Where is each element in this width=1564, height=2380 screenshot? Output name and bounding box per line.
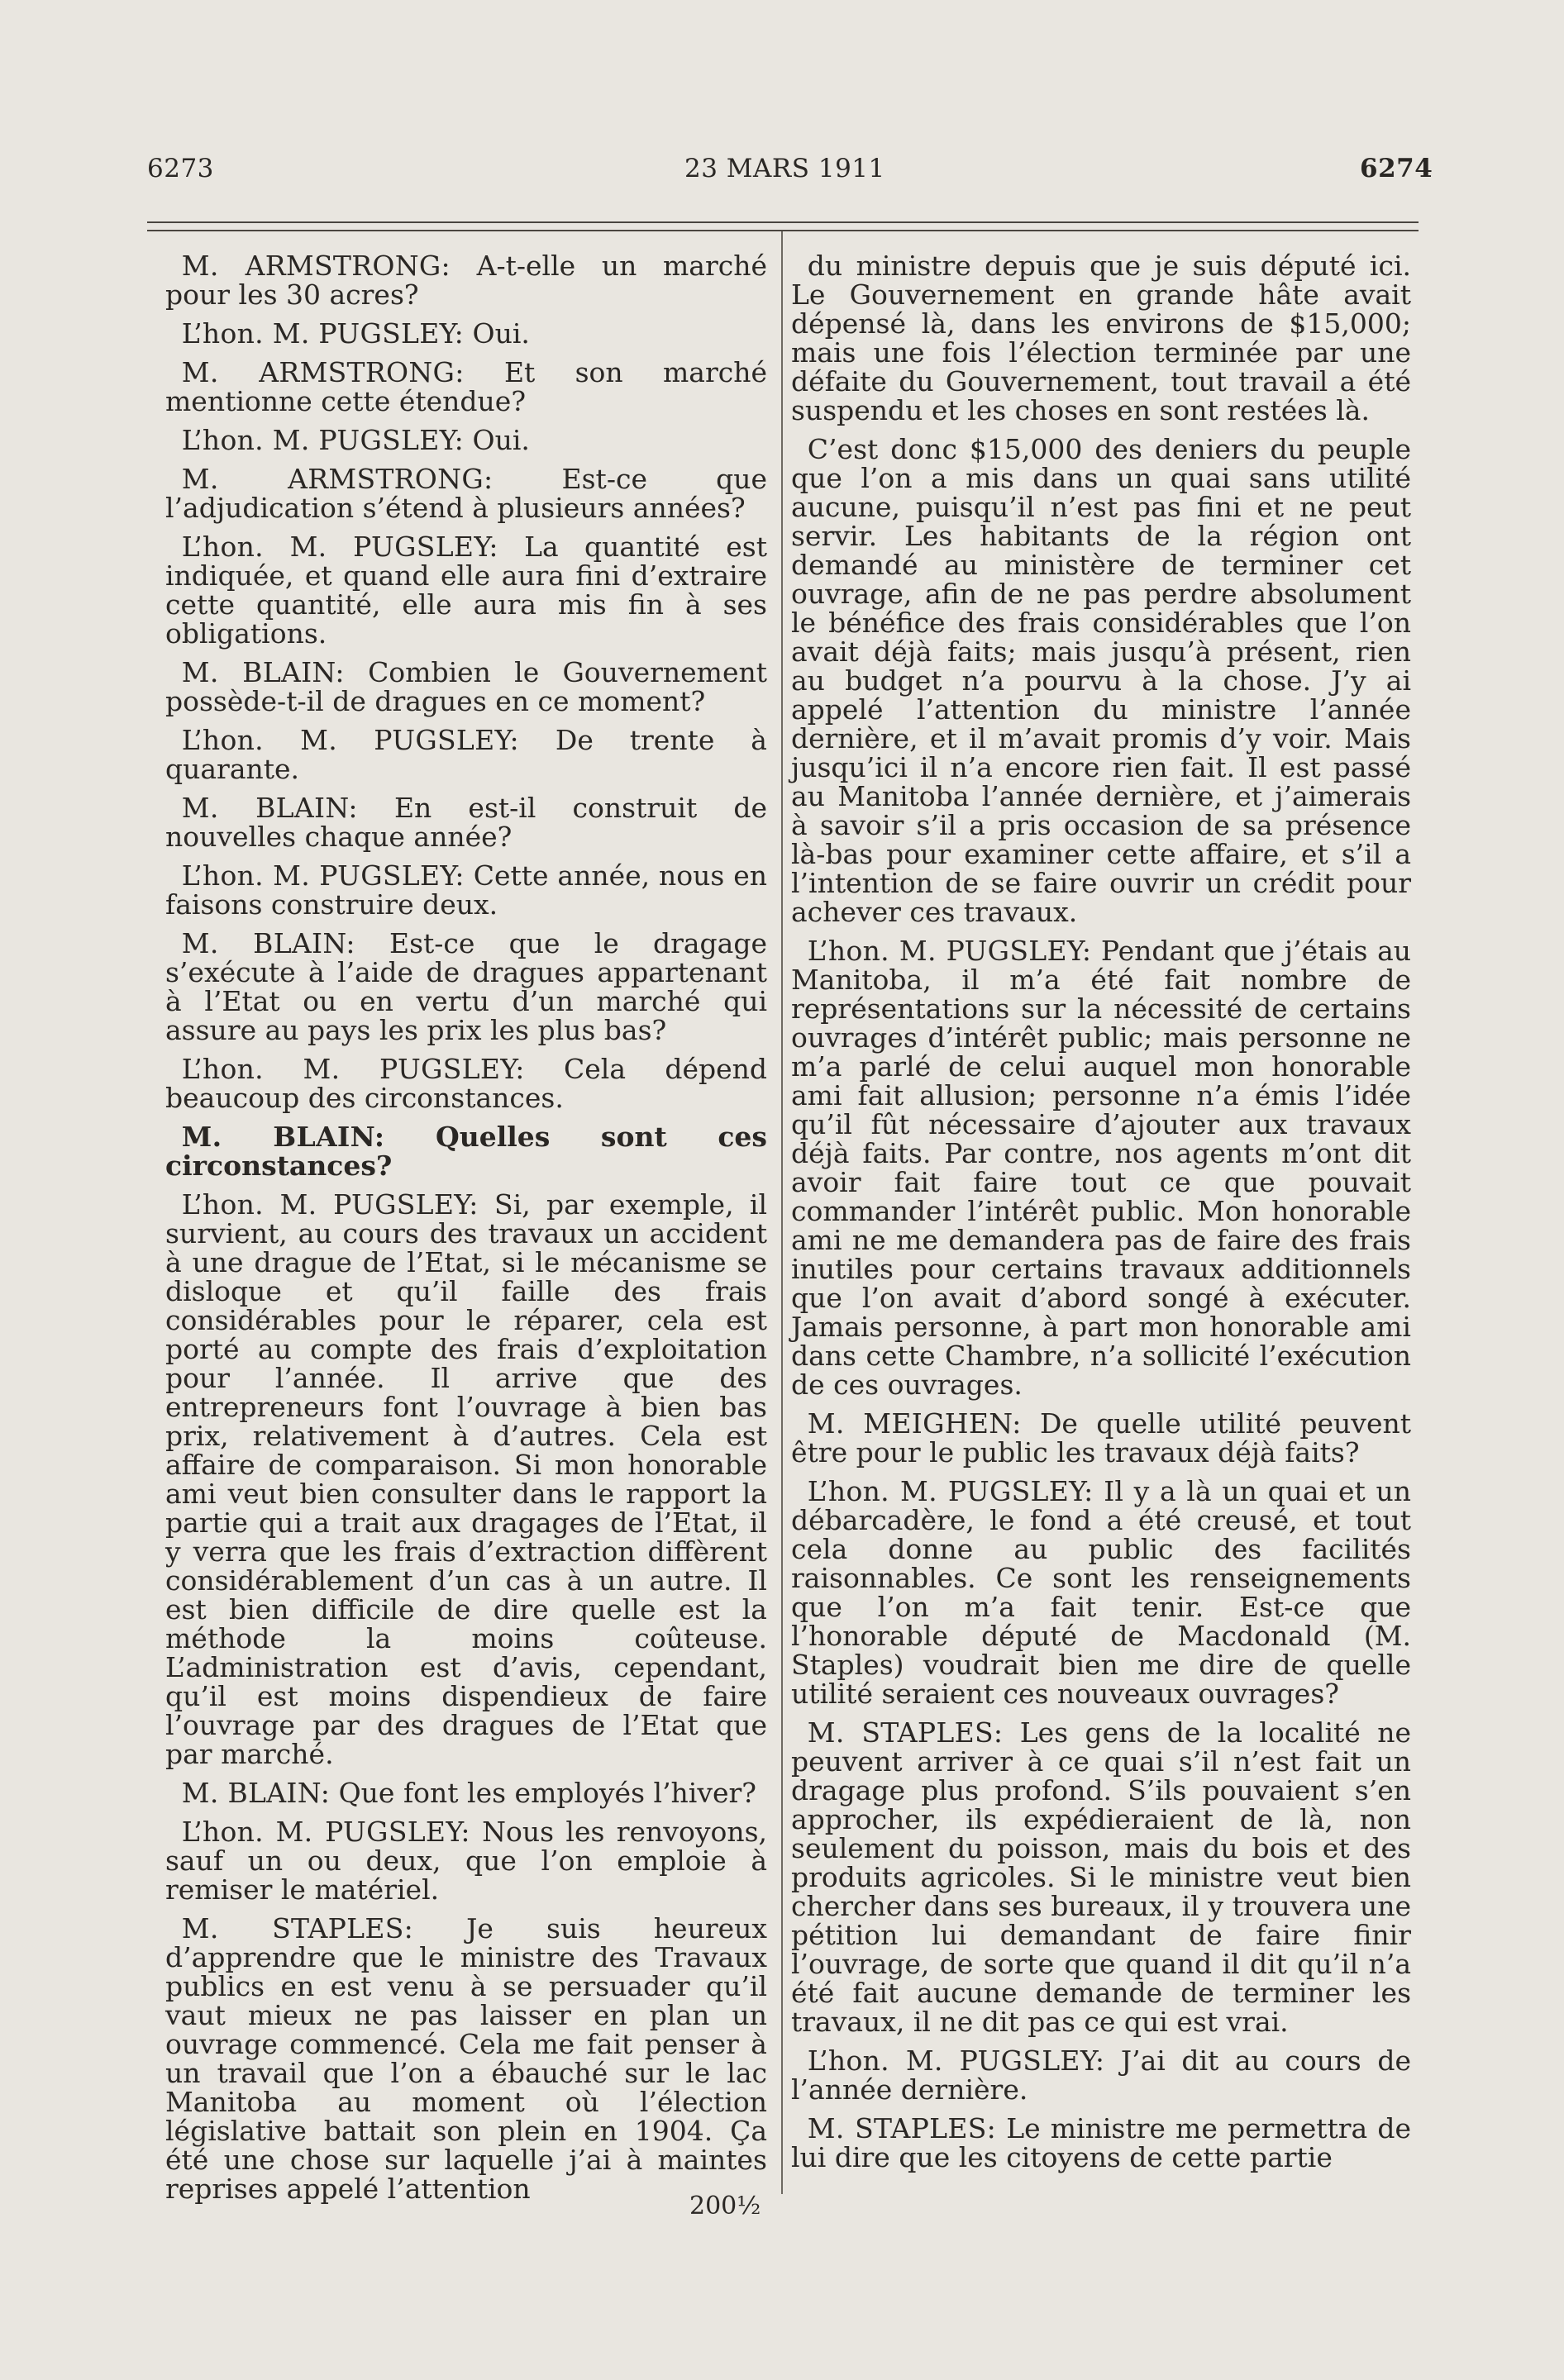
paragraph [791,435,1411,926]
paragraph [165,1190,767,1768]
paragraph [791,2046,1411,2104]
paragraph [791,251,1411,425]
speech-text: Cette année, nous en faisons construire deux. [165,859,768,921]
paragraph [165,1778,767,1807]
paragraph [165,358,767,416]
paragraph [791,1477,1411,1708]
speaker-name: M. ARMSTRONG: [181,463,494,495]
paragraph [165,1914,767,2203]
speaker-name: L’hon. M. PUGSLEY: [807,2044,1105,2077]
speaker-name: L’hon. M. PUGSLEY: [181,1188,479,1221]
left-column [165,251,767,2213]
speech-text: Et son marché mentionne cette étendue? [165,356,767,417]
speaker-name: L’hon. M. PUGSLEY: [181,1053,525,1085]
right-column [791,251,1411,2182]
speaker-name: L’hon. M. PUGSLEY: [181,531,498,563]
speaker-name: L’hon. M. PUGSLEY: [181,424,465,456]
paragraph [165,319,767,348]
paragraph [791,1718,1411,2036]
speaker-name: L’hon. M. PUGSLEY: [181,724,519,756]
paragraph [165,1054,767,1112]
speaker-name: L’hon. M. PUGSLEY: [181,1816,470,1848]
paragraph [165,251,767,309]
speech-text: De trente à quarante. [165,724,767,785]
paragraph [165,426,767,455]
speech-text: Pendant que j’étais au Manitoba, il m’a été fait nombre de représentations sur la nécessité de certains ouvrages d’intérêt public; mais personne ne m’a parlé de celui auquel mon honorable ami fait allusion; personne n’a émis l’idée qu’il fût nécessaire d’ajouter aux travaux déjà faits. Par contre, nos agents m’ont dit avoir fait faire tout ce que pouvait commander l’intérêt public. Mon honorable ami ne me demandera pas de faire des frais inutiles pour certains travaux additionnels que l’on avait d’abord songé à exécuter. Jamais personne, à part mon honorable ami dans cette Chambre, n’a sollicité l’exécution de ces ouvrages. [791,935,1411,1401]
speaker-name: M. STAPLES: [807,1716,1004,1749]
speaker-name: L’hon. M. PUGSLEY: [807,935,1092,967]
speech-text: Je suis heureux d’apprendre que le ministre des Travaux publics en est venu à se persuader qu’il vaut mieux ne pas laisser en plan un ouvrage commencé. Cela me fait penser à un travail que l’on a ébauché sur le lac Manitoba au moment où l’élection législative battait son plein en 1904. Ça été une chose sur laquelle j’ai à maintes reprises appelé l’attention [165,1912,768,2205]
speech-text: Il y a là un quai et un débarcadère, le fond a été creusé, et tout cela donne au public des facilités raisonnables. Ce sont les renseignements que l’on m’a fait tenir. Est-ce que l’honorable député de Macdonald (M. Staples) voudrait bien me dire de quelle utilité seraient ces nouveaux ouvrages? [791,1475,1411,1710]
paragraph [165,726,767,783]
page-number-left: 6273 [147,154,214,183]
speech-text: Cela dépend beaucoup des circonstances. [165,1053,767,1114]
speech-text: Nous les renvoyons, sauf un ou deux, que l’on emploie à remiser le matériel. [165,1816,768,1906]
speaker-name: L’hon. M. PUGSLEY: [181,317,465,350]
speech-text: A-t-elle un marché pour les 30 acres? [165,250,767,311]
page-number-right: 6274 [1360,154,1433,183]
paragraph [165,532,767,648]
speech-text: Le ministre me permettra de lui dire que les citoyens de cette partie [791,2112,1411,2173]
speaker-name: L’hon. M. PUGSLEY: [181,859,465,892]
speech-text: La quantité est indiquée, et quand elle aura fini d’extraire cette quantité, elle aura mis fin à ses obligations. [165,531,767,650]
paragraph [791,2114,1411,2172]
speaker-name: M. BLAIN: [181,927,355,959]
speech-text: Est-ce que le dragage s’exécute à l’aide de dragues appartenant à l’Etat ou en vertu d’un marché qui assure au pays les prix les plus bas? [165,927,767,1046]
speech-text: C’est donc $15,000 des deniers du peuple que l’on a mis dans un quai sans utilité aucune, puisqu’il n’est pas fini et ne peut servir. Les habitants de la région ont demandé au ministère de terminer cet ouvrage, afin de ne pas perdre absolument le bénéfice des frais considérables que l’on avait déjà faits; mais jusqu’à présent, rien au budget n’a pourvu à la chose. J’y ai appelé l’attention du ministre l’année dernière, et il m’avait promis d’y voir. Mais jusqu’ici il n’a encore rien fait. Il est passé au Manitoba l’année dernière, et j’aimerais à savoir s’il a pris occasion de sa présence là-bas pour examiner cette affaire, et s’il a l’intention de se faire ouvrir un crédit pour achever ces travaux. [791,433,1411,928]
speech-text: Oui. [472,424,530,456]
speech-text: Est-ce que l’adjudication s’étend à plusieurs années? [165,463,767,524]
header-date: 23 MARS 1911 [684,154,885,183]
paragraph [165,658,767,716]
paragraph [791,1409,1411,1467]
paragraph [165,1817,767,1904]
column-divider [781,231,783,2194]
paragraph [165,929,767,1045]
paragraph [165,464,767,522]
paragraph [165,1122,767,1180]
speech-text: De quelle utilité peuvent être pour le public les travaux déjà faits? [791,1407,1411,1468]
speech-text: J’ai dit au cours de l’année dernière. [791,2044,1411,2106]
speaker-name: L’hon. M. PUGSLEY: [807,1475,1094,1507]
printer-signature: 200½ [689,2192,761,2221]
speech-text: Si, par exemple, il survient, au cours des travaux un accident à une drague de l’Etat, si le mécanisme se disloque et qu’il faille des frais considérables pour le réparer, cela est porté au compte des frais d’exploitation pour l’année. Il arrive que des entrepreneurs font l’ouvrage à bien bas prix, relativement à d’autres. Cela est affaire de comparaison. Si mon honorable ami veut bien consulter dans le rapport la partie qui a trait aux dragages de l’Etat, il y verra que les frais d’extraction diffèrent considérablement d’un cas à un autre. Il est bien difficile de dire quelle est la méthode la moins coûteuse. L’administration est d’avis, cependant, qu’il est moins dispendieux de faire l’ouvrage par des dragues de l’Etat que par marché. [165,1188,768,1770]
speaker-name: M. ARMSTRONG: [181,250,451,282]
speech-text: Les gens de la localité ne peuvent arriver à ce quai s’il n’est fait un dragage plus profond. S’ils pouvaient s’en approcher, ils expédieraient de là, non seulement du poisson, mais du bois et des produits agricoles. Si le ministre veut bien chercher dans ses bureaux, il y trouvera une pétition lui demandant de faire finir l’ouvrage, de sorte que quand il dit qu’il n’a été fait aucune demande de terminer les travaux, il ne dit pas ce qui est vrai. [791,1716,1411,2038]
header-rule-top [147,221,1419,223]
speaker-name: M. MEIGHEN: [807,1407,1022,1440]
speaker-name: M. STAPLES: [807,2112,997,2144]
speech-text: Que font les employés l’hiver? [338,1777,757,1809]
speech-text: En est-il construit de nouvelles chaque année? [165,792,767,853]
speaker-name: M. BLAIN: [181,1777,331,1809]
paragraph [165,793,767,851]
speech-text: Combien le Gouvernement possède-t-il de dragues en ce moment? [165,656,767,717]
speech-text: Oui. [472,317,530,350]
speaker-name: M. STAPLES: [181,1912,414,1944]
speech-text: Quelles sont ces circonstances? [165,1121,767,1182]
speech-text: du ministre depuis que je suis député ici. Le Gouvernement en grande hâte avait dépensé là, dans les environs de $15,000; mais une fois l’élection terminée par une défaite du Gouvernement, tout travail a été suspendu et les choses en sont restées là. [791,250,1411,426]
speaker-name: M. ARMSTRONG: [181,356,465,388]
speaker-name: M. BLAIN: [181,1121,385,1153]
paragraph [791,936,1411,1399]
paragraph [165,861,767,919]
speaker-name: M. BLAIN: [181,656,345,688]
speaker-name: M. BLAIN: [181,792,358,824]
header-rule-bottom [147,230,1419,231]
